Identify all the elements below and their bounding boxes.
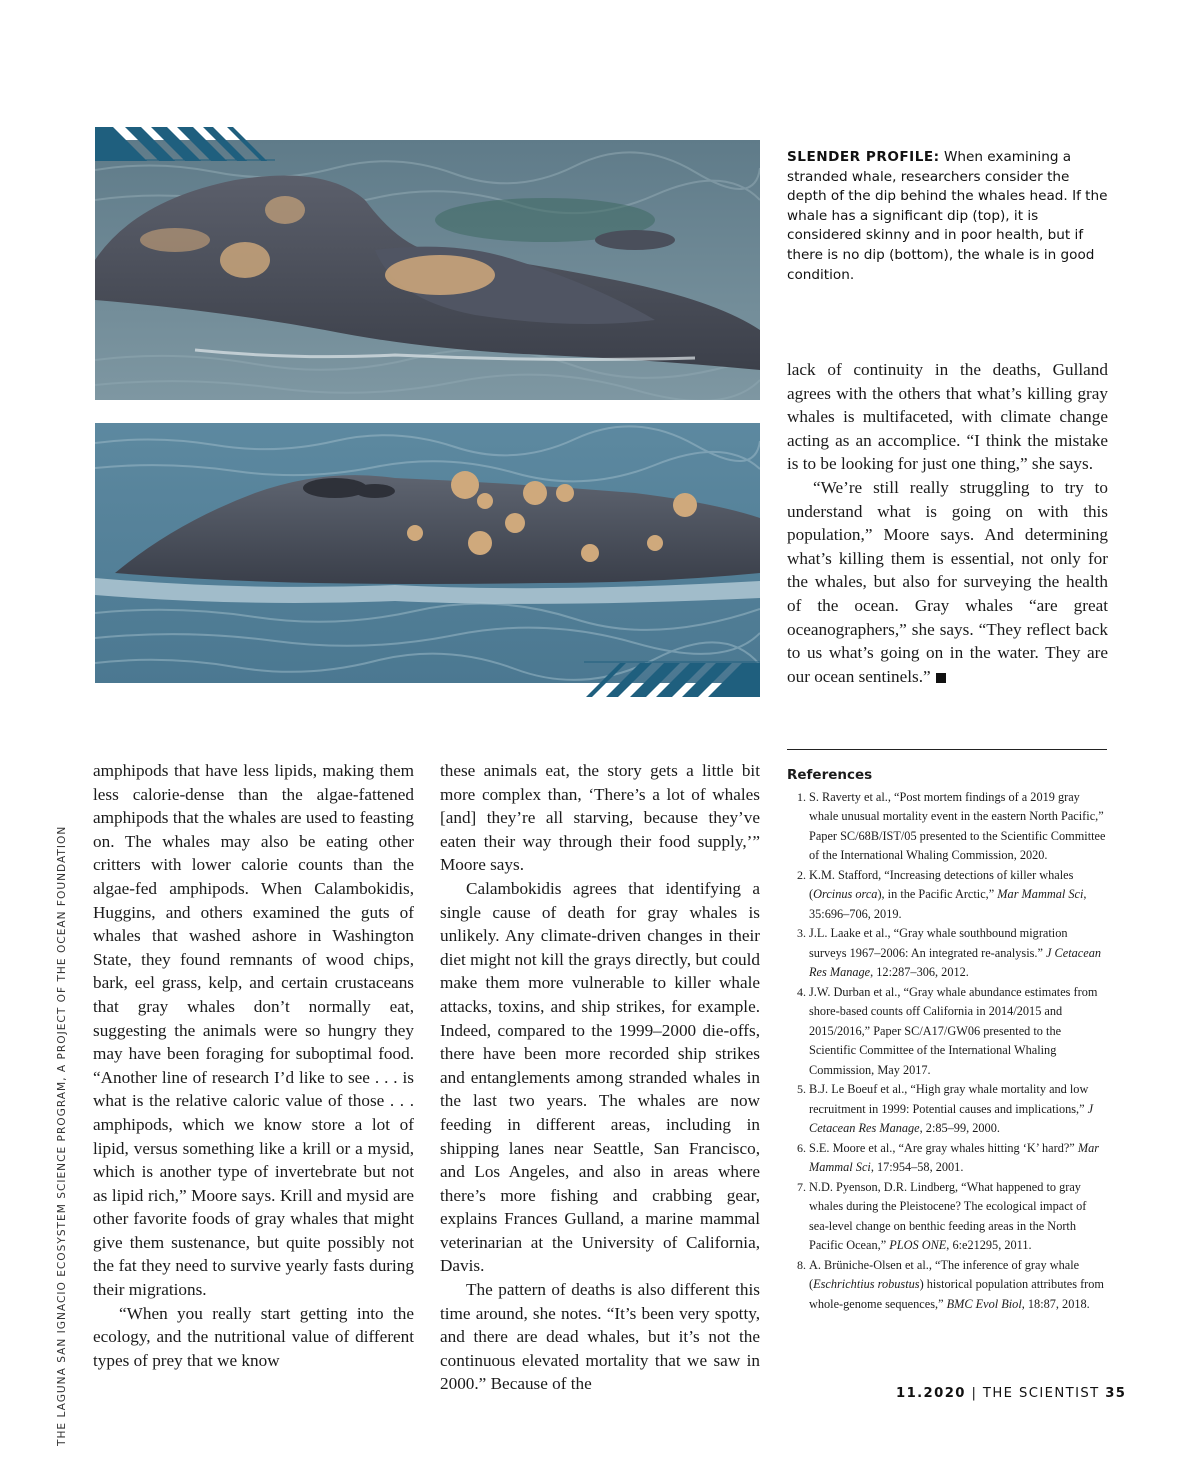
footer-separator: | (971, 1386, 978, 1401)
end-of-article-mark (936, 673, 946, 683)
body-column-1 (93, 759, 414, 1372)
paragraph: The pattern of deaths is also different this time around, she notes. “It’s been very spotty, and there are dead whales, but it’s not the continuous elevated mortality that we saw in 2000.” Because of the (440, 1280, 760, 1394)
reference-item: 5. B.J. Le Boeuf et al., “High gray whale mortality and low recruitment in 1999: Potential causes and implications,” J Cetacean Res Manage, 2:85–99, 2000. (809, 1080, 1107, 1139)
healthy-whale-illustration (95, 423, 760, 683)
magazine-name: THE SCIENTIST (982, 1386, 1100, 1401)
caption-heading: SLENDER PROFILE: (787, 149, 940, 165)
photo-caption (787, 148, 1112, 285)
page-footer (896, 1386, 1126, 1401)
closing-paragraph (787, 476, 1108, 688)
paragraph: “When you really start getting into the ecology, and the nutritional value of different types of prey that we know (93, 1303, 414, 1370)
references-list (787, 788, 1107, 1315)
reference-item: 4. J.W. Durban et al., “Gray whale abundance estimates from shore-based counts off California in 2014/2015 and 2015/2016,” Paper SC/A17/GW06 presented to the Scientific Committee of the International Whaling Commission, May 2017. (809, 983, 1107, 1081)
references-section (787, 766, 1107, 1314)
paragraph: lack of continuity in the deaths, Gulland agrees with the others that what’s killing gray whales is multifaceted, with climate change acting as an accomplice. “I think the mistake is to be looking for just one thing,” she says. (787, 360, 1108, 474)
references-title: References (787, 767, 873, 783)
right-column-text (787, 358, 1108, 688)
reference-item: 6. S.E. Moore et al., “Are gray whales hitting ‘K’ hard?” Mar Mammal Sci, 17:954–58, 2001. (809, 1139, 1107, 1178)
caption-text: When examining a stranded whale, researchers consider the depth of the dip behind the whales head. If the whale has a significant dip (top), it is considered skinny and in poor health, but if there is no dip (bottom), the whale is in good condition. (787, 149, 1108, 283)
references-divider (787, 749, 1107, 750)
reference-item: 7. N.D. Pyenson, D.R. Lindberg, “What happened to gray whales during the Pleistocene? The ecological impact of sea-level change on benthic feeding areas in the North Pacific Ocean,” PLOS ONE, 6:e21295, 2011. (809, 1178, 1107, 1256)
paragraph: amphipods that have less lipids, making them less calorie-dense than the algae-fattened amphipods that the whales are used to feasting on. The whales may also be eating other critters with lower calorie counts than the algae-fed amphipods. When Calambokidis, Huggins, and others examined the guts of whales that washed ashore in Washington State, they found remnants of wood chips, bark, eel grass, kelp, and certain crustaceans that gray whales don’t normally eat, suggesting the animals were so hungry they may have been foraging for suboptimal food. “Another line of research I’d like to see . . . is what is the relative caloric value of those . . . amphipods, which we know store a lot of lipid, versus something like a krill or a mysid, which is another type of invertebrate but not as lipid rich,” Moore says. Krill and mysid are other favorite foods of gray whales that might give them sustenance, but quite possibly not the fat they need to survive yearly fasts during their migrations. (93, 761, 414, 1300)
decorative-stripes-bottom (584, 661, 760, 697)
thin-whale-illustration (95, 140, 760, 400)
decorative-stripes-top (95, 127, 275, 161)
reference-item: 2. K.M. Stafford, “Increasing detections of killer whales (Orcinus orca), in the Pacific Arctic,” Mar Mammal Sci, 35:696–706, 2019. (809, 866, 1107, 925)
issue-date: 11.2020 (896, 1386, 966, 1401)
photo-healthy-whale (95, 423, 760, 683)
page-number: 35 (1105, 1386, 1127, 1401)
paragraph: these animals eat, the story gets a little bit more complex than, ‘There’s a lot of whales [and] they’re all starving, because they’ve eaten their way through their food supply,’” Moore says. (440, 761, 760, 875)
closing-paragraph-text: “We’re still really struggling to try to understand what is going on with this population,” Moore says. And determining what’s killing them is essential, not only for the whales, but also for surveying the health of the ocean. Gray whales “are great oceanographers,” she says. “They reflect back to us what’s going on in the water. They are our ocean sentinels.” (787, 477, 1108, 686)
reference-item: 8. A. Brüniche-Olsen et al., “The inference of gray whale (Eschrichtius robustus) historical population attributes from whole-genome sequences,” BMC Evol Biol, 18:87, 2018. (809, 1256, 1107, 1315)
photo-thin-whale (95, 140, 760, 400)
reference-item: 3. J.L. Laake et al., “Gray whale southbound migration surveys 1967–2006: An integrated re-analysis.” J Cetacean Res Manage, 12:287–306, 2012. (809, 924, 1107, 983)
body-column-2 (440, 759, 760, 1396)
reference-item: 1. S. Raverty et al., “Post mortem findings of a 2019 gray whale unusual mortality event in the eastern North Pacific,” Paper SC/68B/IST/05 presented to the Scientific Committee of the International Whaling Commission, 2020. (809, 788, 1107, 866)
side-running-text: THE LAGUNA SAN IGNACIO ECOSYSTEM SCIENCE PROGRAM, A PROJECT OF THE OCEAN FOUNDATION (56, 825, 68, 1446)
paragraph: Calambokidis agrees that identifying a single cause of death for gray whales is unlikely. Any climate-driven changes in their diet might not kill the grays directly, but could make them more vulnerable to killer whale attacks, toxins, and ship strikes, for example. Indeed, compared to the 1999–2000 die-offs, there have been more recorded ship strikes and entanglements among stranded whales in the last two years. The whales are now feeding in different areas, including in shipping lanes near Seattle, San Francisco, and Los Angeles, and also in areas where there’s more fishing and crabbing gear, explains Frances Gulland, a marine mammal veterinarian at the University of California, Davis. (440, 878, 760, 1276)
